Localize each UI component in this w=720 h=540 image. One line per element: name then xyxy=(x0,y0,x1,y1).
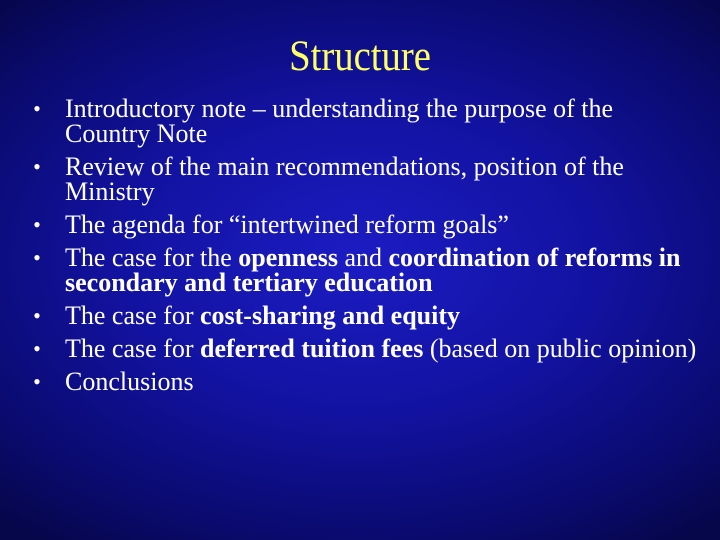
bullet-text-bold: openness xyxy=(238,243,338,272)
slide-title: Structure xyxy=(289,33,431,80)
bullet-dot-icon: • xyxy=(33,336,41,361)
bullet-text-bold: coordination of reforms in secondary and tertiary education xyxy=(65,243,681,297)
bullet-dot-icon: • xyxy=(33,212,41,237)
bullet-list xyxy=(30,96,700,402)
bullet-item xyxy=(30,336,700,361)
bullet-text: Introductory note – understanding the purpose of the Country Note xyxy=(65,94,614,148)
bullet-text: and xyxy=(337,243,389,272)
bullet-dot-icon: • xyxy=(33,303,41,328)
bullet-dot-icon: • xyxy=(33,369,41,394)
bullet-item xyxy=(30,303,700,328)
bullet-text: Review of the main recommendations, position of the Ministry xyxy=(65,152,624,206)
bullet-text-bold: deferred tuition fees xyxy=(199,334,424,363)
bullet-item xyxy=(30,212,700,237)
bullet-text: Conclusions xyxy=(65,367,194,396)
bullet-text: The case for xyxy=(65,334,200,363)
bullet-text: The case for xyxy=(65,301,200,330)
bullet-text: The case for the xyxy=(65,243,239,272)
bullet-text-bold: cost-sharing and equity xyxy=(199,301,461,330)
bullet-item xyxy=(30,96,700,146)
bullet-dot-icon: • xyxy=(33,245,41,270)
bullet-item xyxy=(30,369,700,394)
bullet-dot-icon: • xyxy=(33,96,41,121)
bullet-text: (based on public opinion) xyxy=(423,334,697,363)
bullet-text: The agenda for “intertwined reform goals” xyxy=(65,210,509,239)
bullet-item xyxy=(30,245,700,295)
bullet-dot-icon: • xyxy=(33,154,41,179)
bullet-item xyxy=(30,154,700,204)
